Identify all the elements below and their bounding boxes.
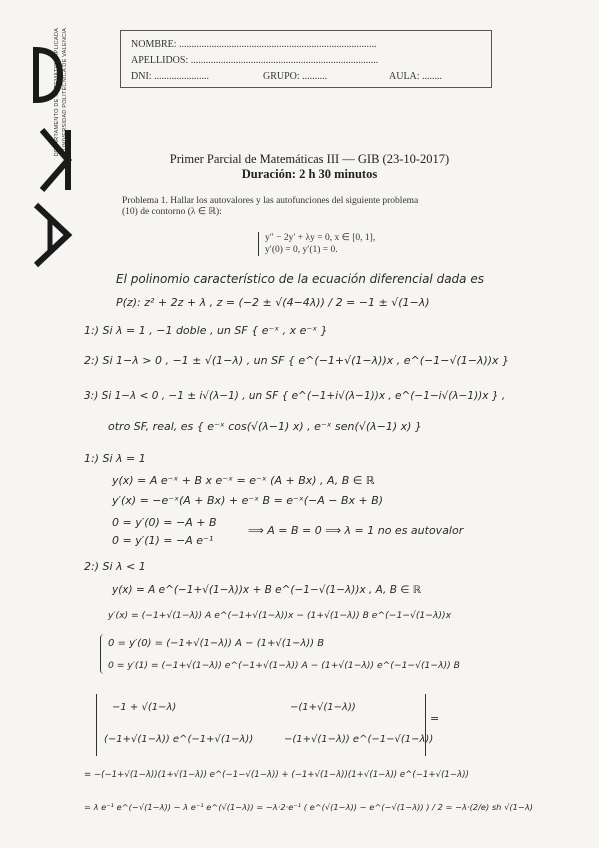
hw-sub1-bc0: 0 = y′(0) = −A + B [112, 516, 217, 529]
exam-title: Primer Parcial de Matemáticas III — GIB (23-10-2017) [169, 152, 450, 166]
logo-department-line: DEPARTAMENTO DE MATEMÁTICA APLICADA [54, 28, 60, 157]
surname-field: APELLIDOS: ........................................................................... [131, 55, 379, 66]
problem-line-1: Problema 1. Hallar los autovalores y las autofunciones del siguiente problema [122, 196, 419, 206]
student-info-box [120, 30, 492, 88]
hw-real-fs: otro SF, real, es { e⁻ˣ cos(√(λ−1) x) , e⁻ˣ sen(√(λ−1) x) } [108, 420, 422, 433]
problem-statement [122, 196, 482, 218]
hw-sub2-yprime: y′(x) = (−1+√(1−λ)) A e^(−1+√(1−λ))x − (1+√(1−λ)) B e^(−1−√(1−λ))x [108, 610, 452, 621]
hw-sub1-heading: 1:) Si λ = 1 [84, 452, 146, 465]
hw-det-a11: −1 + √(1−λ) [112, 702, 177, 713]
hw-sub1-y: y(x) = A e⁻ˣ + B x e⁻ˣ = e⁻ˣ (A + Bx) , A, B ∈ ℝ [112, 474, 375, 487]
hw-det-result: = λ e⁻¹ e^(−√(1−λ)) − λ e⁻¹ e^(√(1−λ)) = −λ·2·e⁻¹ ( e^(√(1−λ)) − e^(−√(1−λ)) ) / 2 = −λ·(2/e) sh √(1−λ) [84, 802, 533, 812]
hw-sub1-conclusion: ⟹ A = B = 0 ⟹ λ = 1 no es autovalor [248, 524, 464, 537]
hw-det-a22: −(1+√(1−λ)) e^(−1−√(1−λ)) [284, 734, 434, 745]
hw-case-3: 3:) Si 1−λ < 0 , −1 ± i√(λ−1) , un SF { e^(−1+i√(λ−1))x , e^(−1−i√(λ−1))x } , [84, 390, 506, 402]
problem-line-2: (10) de contorno (λ ∈ ℝ): [122, 207, 222, 217]
boundary-conditions: y′(0) = 0, y′(1) = 0. [265, 245, 338, 255]
hw-det-a12: −(1+√(1−λ)) [290, 702, 356, 713]
hw-sub2-heading: 2:) Si λ < 1 [84, 560, 146, 573]
hw-sub2-bc1: 0 = y′(1) = (−1+√(1−λ)) e^(−1+√(1−λ)) A − (1+√(1−λ)) e^(−1−√(1−λ)) B [108, 660, 460, 671]
room-field: AULA: ........ [389, 71, 443, 82]
hw-sub1-bc1: 0 = y′(1) = −A e⁻¹ [112, 534, 214, 547]
hw-system-brace [100, 634, 104, 674]
name-field: NOMBRE: ............................................................................... [131, 39, 377, 50]
hw-det-expansion: = −(−1+√(1−λ))(1+√(1−λ)) e^(−1−√(1−λ)) + (−1+√(1−λ))(1+√(1−λ)) e^(−1+√(1−λ)) [84, 770, 469, 780]
hw-case-2: 2:) Si 1−λ > 0 , −1 ± √(1−λ) , un SF { e^(−1+√(1−λ))x , e^(−1−√(1−λ))x } [84, 354, 510, 367]
dni-field: DNI: ...................... [131, 71, 210, 82]
hw-det-equals: = [430, 712, 440, 725]
ode-equation: y″ − 2y′ + λy = 0, x ∈ [0, 1], [265, 233, 376, 243]
hw-sub2-y: y(x) = A e^(−1+√(1−λ))x + B e^(−1−√(1−λ))x , A, B ∈ ℝ [112, 584, 422, 596]
hw-intro: El polinomio característico de la ecuación diferencial dada es [116, 272, 484, 286]
logo-university-line: UNIVERSIDAD POLITÉCNICA DE VALENCIA [62, 28, 68, 150]
hw-sub2-bc0: 0 = y′(0) = (−1+√(1−λ)) A − (1+√(1−λ)) B [108, 638, 325, 649]
hw-det-a21: (−1+√(1−λ)) e^(−1+√(1−λ)) [104, 734, 254, 745]
exam-duration: Duración: 2 h 30 minutos [241, 167, 378, 181]
hw-sub1-yprime: y′(x) = −e⁻ˣ(A + Bx) + e⁻ˣ B = e⁻ˣ(−A − Bx + B) [112, 494, 384, 507]
hw-case-1: 1:) Si λ = 1 , −1 doble , un SF { e⁻ˣ , x e⁻ˣ } [84, 324, 328, 337]
hw-char-poly: P(z): z² + 2z + λ , z = (−2 ± √(4−4λ)) / 2 = −1 ± √(1−λ) [116, 296, 430, 309]
boundary-value-system [258, 232, 375, 256]
group-field: GRUPO: .......... [263, 71, 328, 82]
